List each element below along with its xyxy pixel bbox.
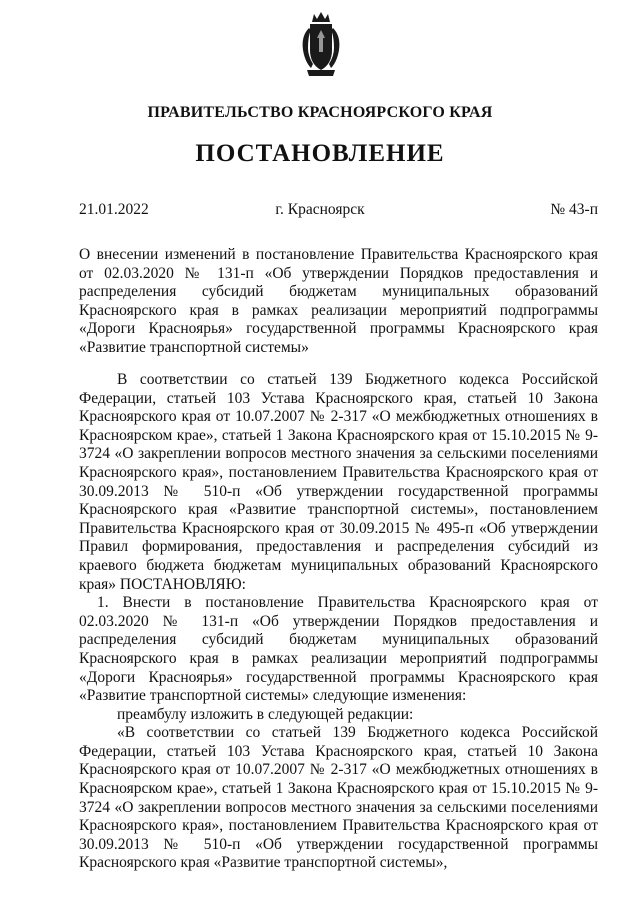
document-date: 21.01.2022 <box>79 201 149 218</box>
document-subject: О внесении изменений в постановление Правительства Красноярского края от 02.03.2020 № 131-п «Об утверждении Порядков предоставления и распределения субсидий бюджетам муниципальных образований Красноярского края в рамках реализации мероприятий подпрограммы «Дороги Красноярья» государственной программы Красноярского края «Развитие транспортной системы» <box>79 246 598 356</box>
document-city: г. Красноярск <box>275 201 365 218</box>
paragraph-new-preamble: «В соответствии со статьей 139 Бюджетного кодекса Российской Федерации, статьей 103 Устава Красноярского края, статьей 10 Закона Красноярского края от 10.07.2007 № 2-317 «О межбюджетных отношениях в Красноярском крае», статьей 1 Закона Красноярского края от 15.10.2015 № 9-3724 «О закреплении вопросов местного значения за сельскими поселениями Красноярского края», постановлением Правительства Красноярского края от 30.09.2013 № 510-п «Об утверждении государственной программы Красноярского края «Развитие транспортной системы», <box>79 724 598 872</box>
paragraph-item-1: 1. Внести в постановление Правительства Красноярского края от 02.03.2020 № 131-п «Об утверждении Порядков предоставления и распределения субсидий бюджетам муниципальных образований Красноярского края в рамках реализации мероприятий подпрограммы «Дороги Красноярья» государственной программы Красноярского края «Развитие транспортной системы» следующие изменения: <box>79 594 598 705</box>
document-body <box>79 371 598 873</box>
document-type: ПОСТАНОВЛЕНИЕ <box>195 140 445 167</box>
document-number: № 43-п <box>550 201 598 218</box>
coat-of-arms-icon <box>299 10 343 80</box>
organization-title: ПРАВИТЕЛЬСТВО КРАСНОЯРСКОГО КРАЯ <box>147 104 493 121</box>
paragraph-instruction: преамбулу изложить в следующей редакции: <box>117 705 414 723</box>
paragraph-preamble: В соответствии со статьей 139 Бюджетного кодекса Российской Федерации, статьей 103 Устава Красноярского края, статьей 10 Закона Красноярского края от 10.07.2007 № 2-317 «О межбюджетных отношениях в Красноярском крае», статьей 1 Закона Красноярского края от 15.10.2015 № 9-3724 «О закреплении вопросов местного значения за сельскими поселениями Красноярского края», постановлением Правительства Красноярского края от 30.09.2013 № 510-п «Об утверждении государственной программы Красноярского края «Развитие транспортной системы», постановлением Правительства Красноярского края от 30.09.2015 № 495-п «Об утверждении Правил формирования, предоставления и распределения субсидий из краевого бюджета бюджетам муниципальных образований Красноярского края» ПОСТАНОВЛЯЮ: <box>79 371 598 593</box>
